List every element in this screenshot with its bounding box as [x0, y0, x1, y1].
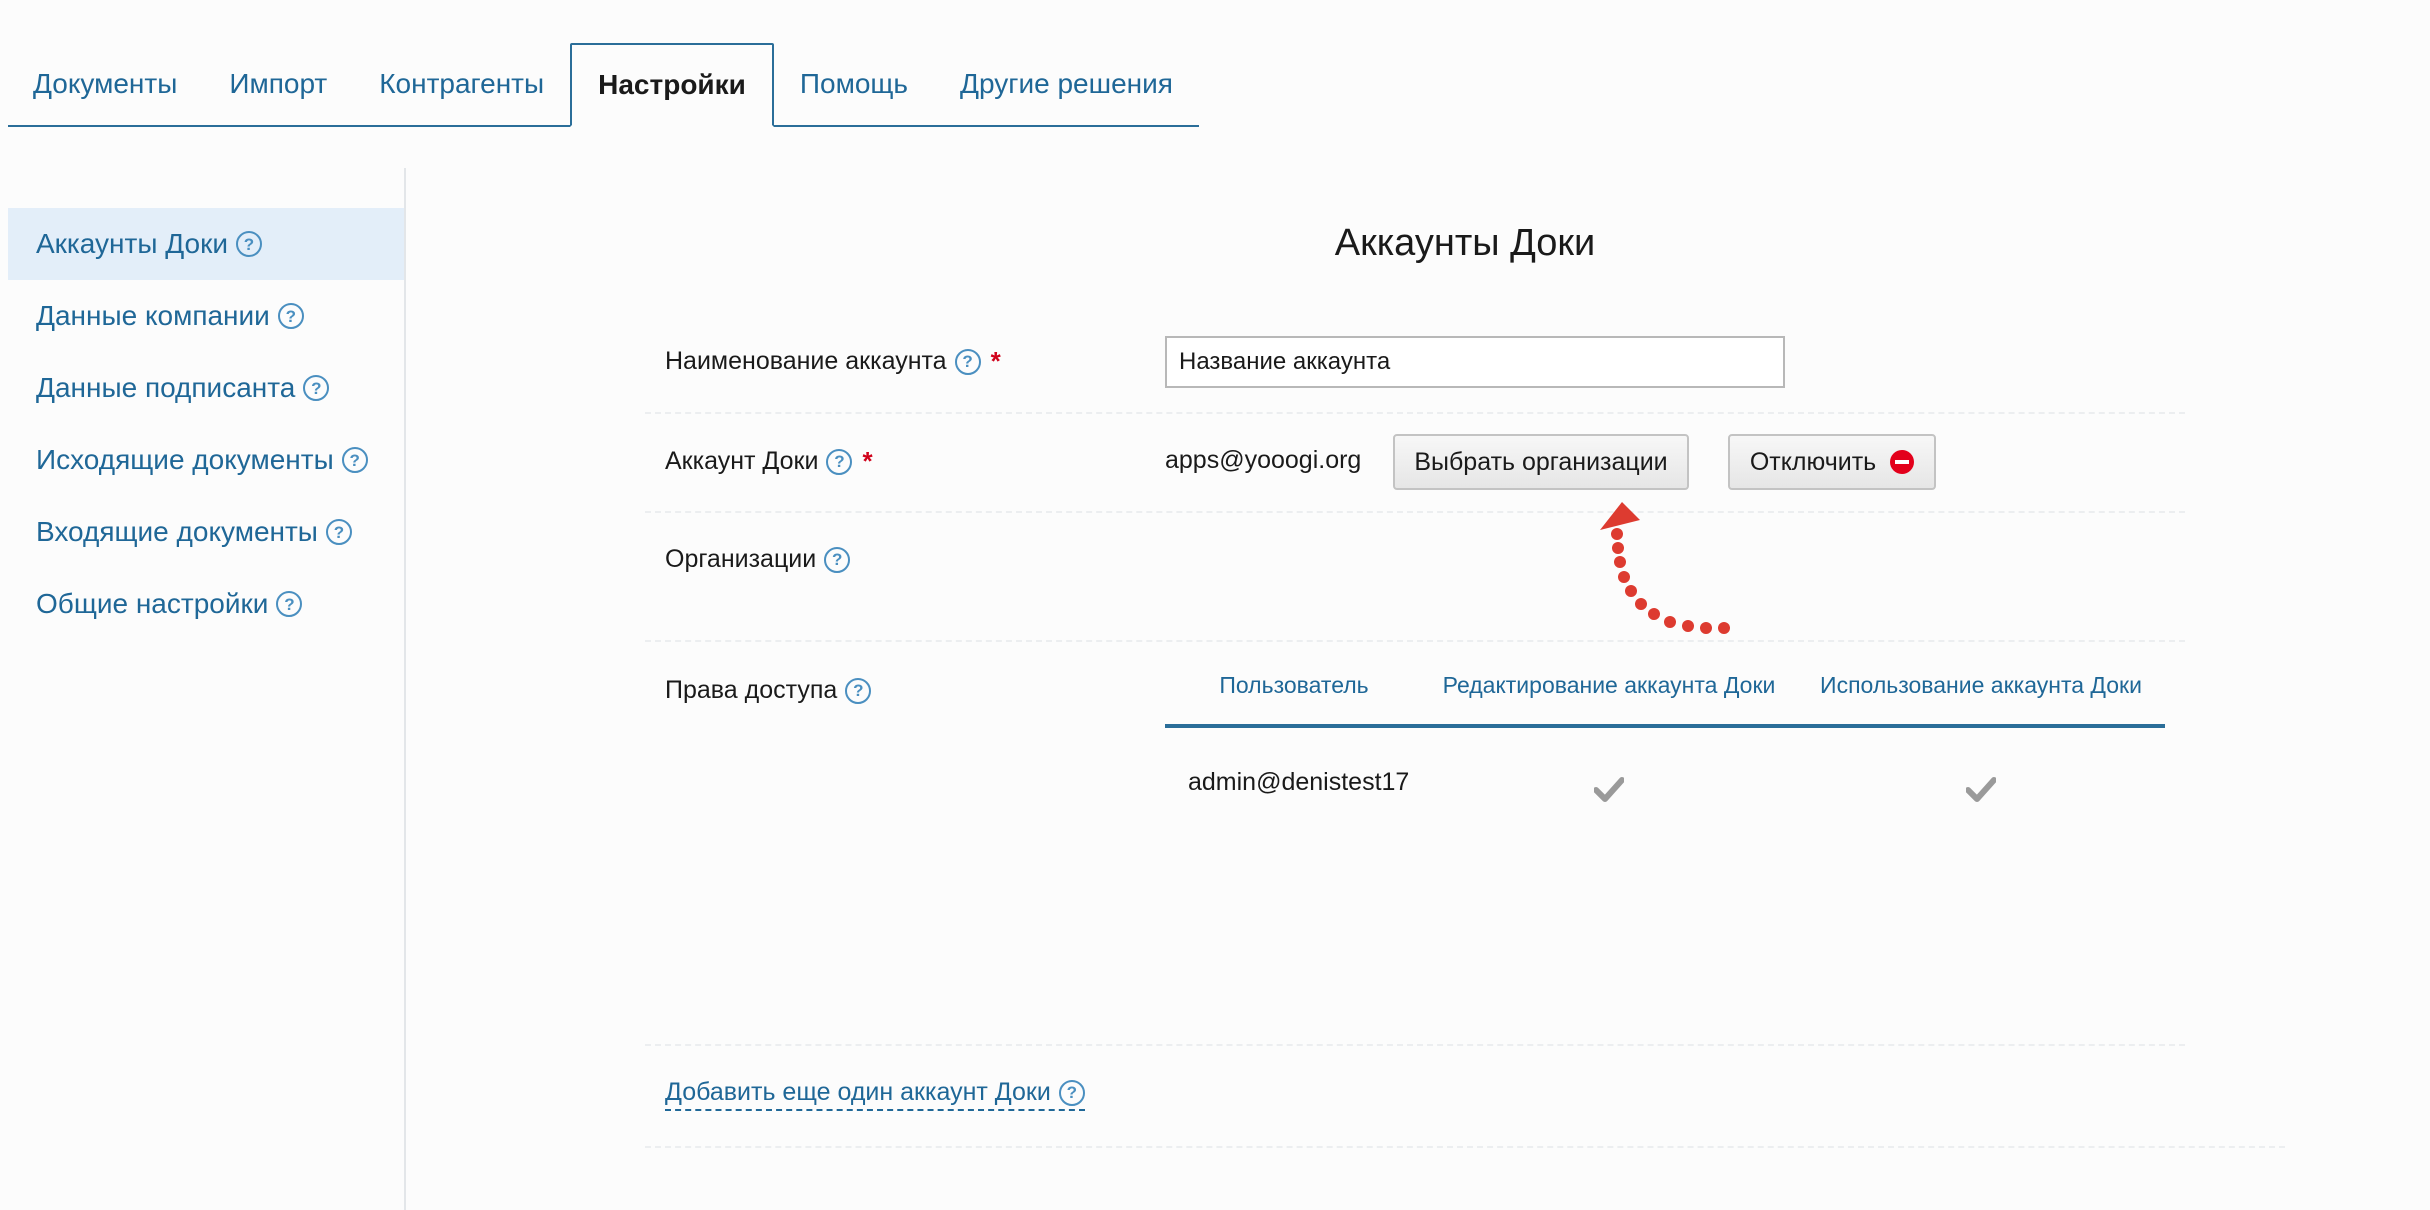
- account-name-label: Наименование аккаунта: [665, 347, 947, 375]
- tab-counterparties[interactable]: Контрагенты: [353, 43, 570, 127]
- table-row-user: admin@denistest17: [1188, 768, 1410, 796]
- button-label: Отключить: [1749, 447, 1877, 476]
- tab-help[interactable]: Помощь: [774, 43, 934, 127]
- help-icon[interactable]: ?: [826, 449, 852, 475]
- tab-import[interactable]: Импорт: [203, 43, 353, 127]
- organizations-label-row: [665, 545, 850, 574]
- sidebar-item-incoming-documents[interactable]: [8, 496, 404, 568]
- help-icon[interactable]: ?: [276, 591, 302, 617]
- divider: [645, 1146, 2285, 1148]
- button-label: Выбрать организации: [1414, 447, 1668, 476]
- sidebar-item-label: Данные подписанта: [36, 372, 296, 403]
- help-icon[interactable]: ?: [955, 349, 981, 375]
- sidebar-item-label: Аккаунты Доки: [36, 228, 228, 259]
- select-organizations-button[interactable]: [1393, 434, 1689, 490]
- check-icon[interactable]: [1594, 776, 1624, 802]
- sidebar-item-company-data[interactable]: [8, 280, 404, 352]
- help-icon[interactable]: ?: [845, 678, 871, 704]
- add-account-link[interactable]: [665, 1078, 1085, 1111]
- annotation-arrow-icon: [1540, 490, 1750, 640]
- sidebar-item-general-settings[interactable]: [8, 568, 404, 640]
- tab-documents[interactable]: Документы: [8, 43, 203, 127]
- divider: [645, 1044, 2185, 1046]
- sidebar-item-signer-data[interactable]: [8, 352, 404, 424]
- access-table-header: [1165, 668, 2165, 728]
- divider: [645, 511, 2185, 513]
- divider: [645, 412, 2185, 414]
- access-label-row: [665, 676, 871, 705]
- tab-other-solutions[interactable]: Другие решения: [934, 43, 1199, 127]
- access-label: Права доступа: [665, 676, 838, 704]
- page-title: Аккаунты Доки: [1334, 222, 1596, 264]
- account-email: apps@yooogi.org: [1165, 446, 1362, 474]
- sidebar-item-doki-accounts[interactable]: [8, 208, 404, 280]
- check-icon[interactable]: [1966, 776, 1996, 802]
- help-icon[interactable]: ?: [326, 519, 352, 545]
- account-label-row: [665, 446, 873, 477]
- help-icon[interactable]: ?: [278, 303, 304, 329]
- sidebar-item-label: Общие настройки: [36, 588, 269, 619]
- settings-sidebar: [8, 168, 406, 1210]
- sidebar-item-label: Входящие документы: [36, 516, 318, 547]
- account-label: Аккаунт Доки: [665, 447, 819, 475]
- stop-icon: [1890, 450, 1914, 474]
- help-icon[interactable]: ?: [824, 547, 850, 573]
- required-mark: *: [990, 346, 1001, 376]
- tab-settings[interactable]: Настройки: [570, 43, 774, 127]
- sidebar-item-label: Исходящие документы: [36, 444, 334, 475]
- required-mark: *: [862, 446, 873, 476]
- disconnect-button[interactable]: [1728, 434, 1936, 490]
- column-header-use: Использование аккаунта Доки: [1820, 672, 2142, 698]
- help-icon[interactable]: ?: [236, 231, 262, 257]
- sidebar-item-outgoing-documents[interactable]: [8, 424, 404, 496]
- organizations-label: Организации: [665, 545, 817, 573]
- help-icon[interactable]: ?: [342, 447, 368, 473]
- column-header-edit: Редактирование аккаунта Доки: [1442, 672, 1776, 698]
- help-icon[interactable]: ?: [1059, 1080, 1085, 1106]
- column-header-user: Пользователь: [1219, 672, 1369, 698]
- add-account-link-label: Добавить еще один аккаунт Доки: [665, 1078, 1051, 1106]
- help-icon[interactable]: ?: [303, 375, 329, 401]
- account-name-label-row: [665, 346, 1001, 377]
- sidebar-item-label: Данные компании: [36, 300, 270, 331]
- account-name-input[interactable]: [1165, 336, 1785, 388]
- divider: [645, 640, 2185, 642]
- top-tabs: [8, 42, 1199, 127]
